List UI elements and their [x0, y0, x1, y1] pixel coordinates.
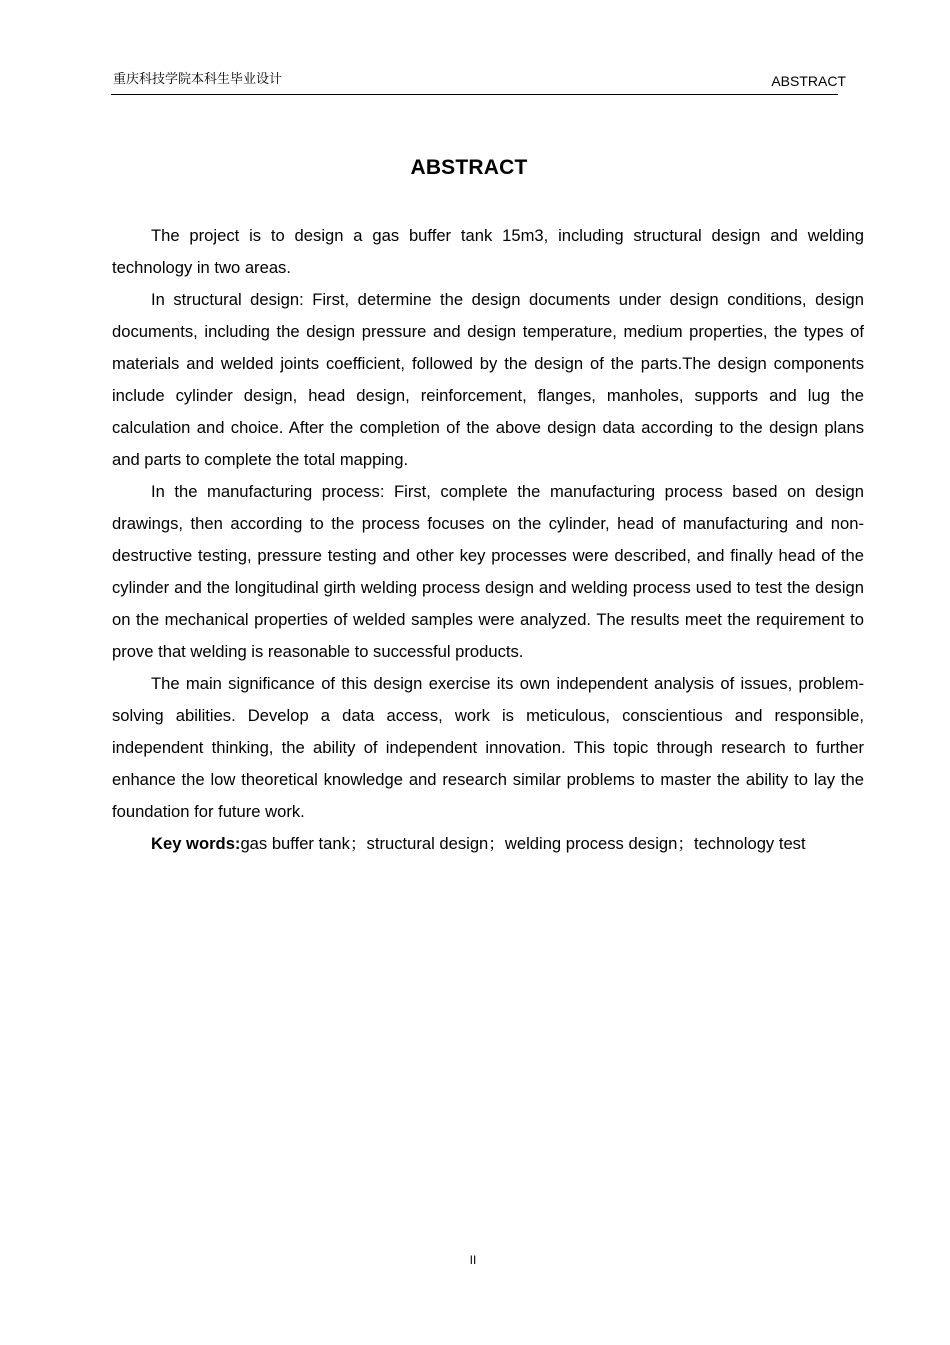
- keyword-separator: ；: [677, 834, 694, 853]
- keyword-item: gas buffer tank: [240, 834, 350, 853]
- keyword-separator: ；: [488, 834, 505, 853]
- keyword-item: welding process design: [504, 834, 678, 853]
- keyword-item: structural design: [366, 834, 489, 853]
- paragraph-2: In structural design: First, determine the design documents under design conditions, design documents, including the design pressure and design temperature, medium properties, the types of materials and welded joints coefficient, followed by the design of the parts.The design components include cylinder design, head design, reinforcement, flanges, manholes, supports and lug the calculation and choice. After the completion of the above design data according to the design plans and parts to complete the total mapping.: [112, 290, 864, 469]
- paragraph-3: In the manufacturing process: First, complete the manufacturing process based on design drawings, then according to the process focuses on the cylinder, head of manufacturing and non-destructive testing, pressure testing and other key processes were described, and finally head of the cylinder and the longitudinal girth welding process design and welding process used to test the design on the mechanical properties of welded samples were analyzed. The results meet the requirement to prove that welding is reasonable to successful products.: [112, 482, 864, 661]
- keyword-separator: ；: [349, 834, 367, 853]
- paragraph-4: The main significance of this design exercise its own independent analysis of issues, problem-solving abilities. Develop a data access, work is meticulous, conscientious and responsible, independent thinking, the ability of independent innovation. This topic through research to further enhance the low theoretical knowledge and research similar problems to master the ability to lay the foundation for future work.: [112, 674, 864, 821]
- keywords-label: Key words:: [151, 834, 241, 853]
- header-divider: [111, 94, 838, 95]
- abstract-body: [112, 220, 864, 860]
- page-number: II: [469, 1253, 477, 1267]
- keywords-line: [112, 828, 864, 860]
- header-institution: 重庆科技学院本科生毕业设计: [113, 72, 283, 87]
- paragraph-1: The project is to design a gas buffer tank 15m3, including structural design and welding technology in two areas.: [112, 226, 864, 277]
- abstract-title: ABSTRACT: [410, 156, 528, 179]
- keyword-item: technology test: [693, 834, 806, 853]
- header-section-title: ABSTRACT: [771, 73, 846, 89]
